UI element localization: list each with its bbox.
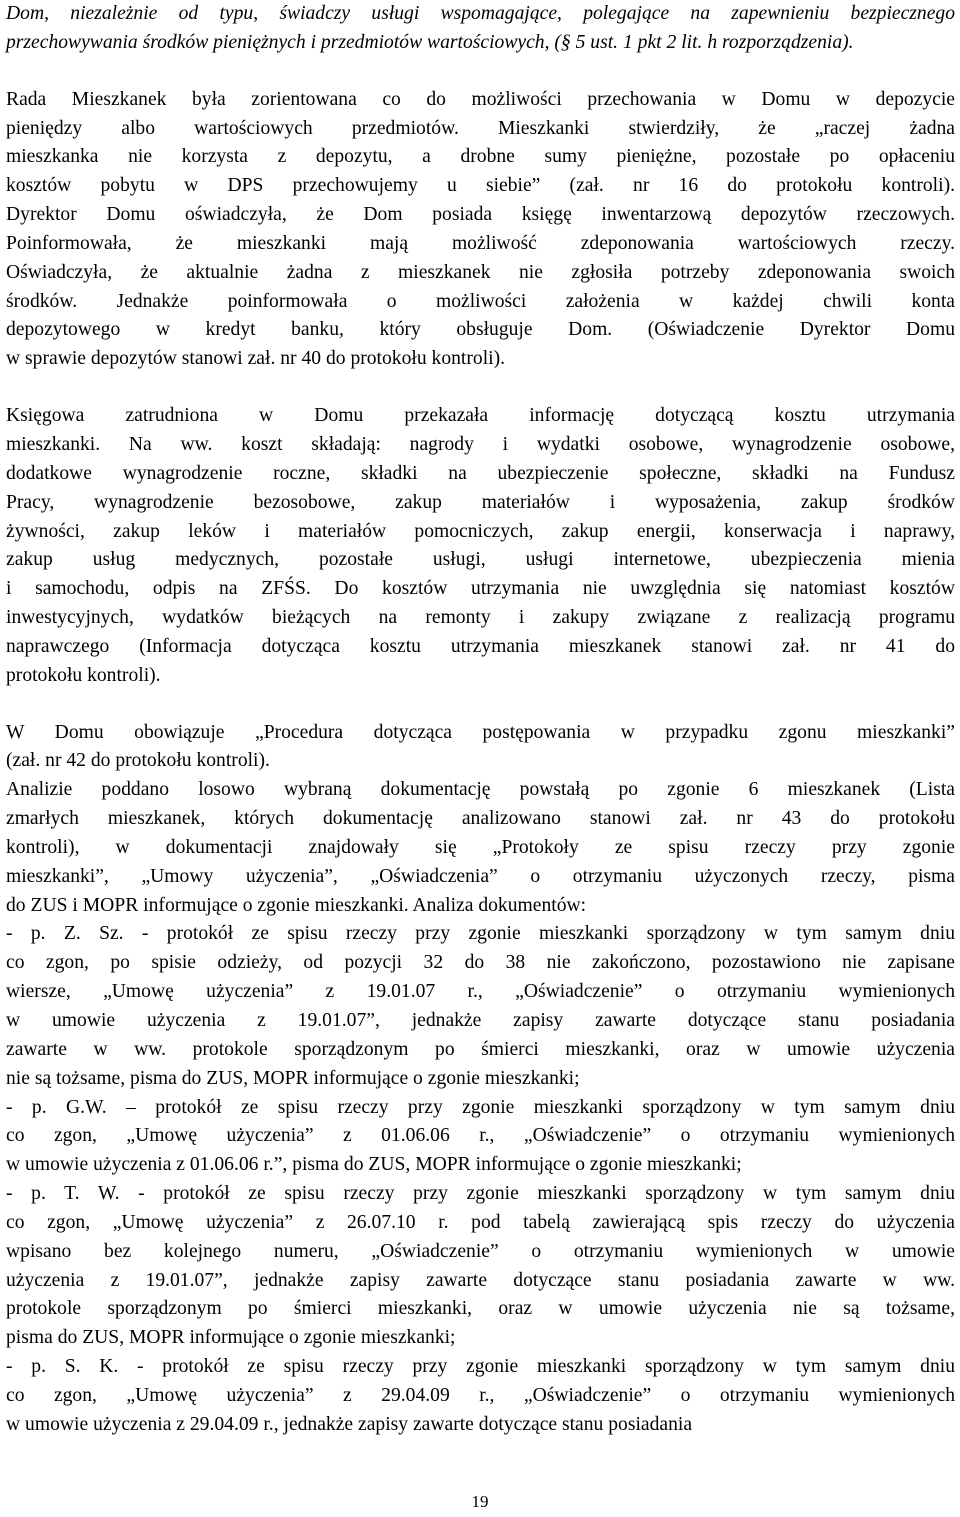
text-line: depozytowego w kredyt banku, który obsługuje Dom. (Oświadczenie Dyrektor Domu [6,319,955,341]
text-line: dodatkowe wynagrodzenie roczne, składki na ubezpieczenie społeczne, składki na Fundusz [6,462,955,484]
text-line: w umowie użyczenia z 19.01.07”, jednakże zapisy zawarte dotyczące stanu posiadania [6,1010,955,1031]
text-line: - p. T. W. - protokół ze spisu rzeczy przy zgonie mieszkanki sporządzony w tym samym dniu [6,1183,955,1205]
text-line: - p. S. K. - protokół ze spisu rzeczy przy zgonie mieszkanki sporządzony w tym samym dniu [6,1356,955,1378]
document-page [6,0,955,1440]
text-line: protokole sporządzonym po śmierci mieszkanki, oraz w umowie użyczenia nie są tożsame, [6,1298,955,1320]
text-line: Dyrektor Domu oświadczyła, że Dom posiada księgę inwentarzową depozytów rzeczowych. [6,204,955,226]
paragraph-item-sk [6,1353,955,1440]
text-line: wpisano bez kolejnego numeru, „Oświadczenie” o otrzymaniu wymienionych w umowie [6,1240,955,1262]
text-line: Analizie poddano losowo wybraną dokumentację powstałą po zgonie 6 mieszkanek (Lista [6,779,955,801]
text-line: co zgon, „Umowę użyczenia” z 26.07.10 r. pod tabelą zawierającą spis rzeczy do użyczenia [6,1211,955,1233]
page-number: 19 [471,1492,489,1511]
text-line: Poinformowała, że mieszkanki mają możliwość zdeponowania wartościowych rzeczy. [6,232,955,254]
text-line: co zgon, „Umowę użyczenia” z 29.04.09 r., „Oświadczenie” o otrzymaniu wymienionych [6,1384,955,1406]
text-line: Rada Mieszkanek była zorientowana co do możliwości przechowania w Domu w depozycie [6,88,955,110]
text-line: w umowie użyczenia z 29.04.09 r., jednakże zapisy zawarte dotyczące stanu posiadania [6,1413,693,1435]
text-line: protokołu kontroli). [6,664,161,686]
text-line: użyczenia z 19.01.07”, jednakże zapisy zawarte dotyczące stanu posiadania zawarte w ww. [6,1269,955,1291]
text-line: zakup usług medycznych, pozostałe usługi, usługi internetowe, ubezpieczenia mienia [6,549,955,571]
text-line: (zał. nr 42 do protokołu kontroli). [6,750,270,772]
text-line: naprawczego (Informacja dotycząca kosztu utrzymania mieszkanek stanowi zał. nr 41 do [6,635,955,657]
text-line: kontroli), w dokumentacji znajdowały się „Protokoły ze spisu rzeczy przy zgonie [6,836,955,858]
paragraph-gap [6,374,955,402]
text-line: co zgon, „Umowę użyczenia” z 01.06.06 r., „Oświadczenie” o otrzymaniu wymienionych [6,1125,955,1147]
paragraph-analysis [6,776,955,920]
text-line: mieszkanki. Na ww. koszt składają: nagrody i wydatki osobowe, wynagrodzenie osobowe, [6,433,955,455]
paragraph-intro-italic [6,0,955,58]
text-line: co zgon, po spisie odzieży, od pozycji 32 do 38 nie zakończono, pozostawiono nie zapisane [6,952,955,974]
text-line: zmarłych mieszkanek, których dokumentację analizowano stanowi zał. nr 43 do protokołu [6,808,955,830]
text-line: i samochodu, odpis na ZFŚS. Do kosztów utrzymania nie uwzględnia się natomiast kosztów [6,578,955,600]
paragraph-deposit [6,86,955,374]
text-line: inwestycyjnych, wydatków bieżących na remonty i zakupy związane z realizacją programu [6,607,955,629]
text-line: nie są tożsame, pisma do ZUS, MOPR informujące o zgonie mieszkanki; [6,1067,580,1089]
paragraph-gap [6,58,955,86]
text-line: w umowie użyczenia z 01.06.06 r.”, pisma do ZUS, MOPR informujące o zgonie mieszkanki; [6,1154,742,1176]
text-line: wiersze, „Umowę użyczenia” z 19.01.07 r., „Oświadczenie” o otrzymaniu wymienionych [6,981,955,1003]
text-line: mieszkanki”, „Umowy użyczenia”, „Oświadczenia” o otrzymaniu użyczonych rzeczy, pisma [6,865,955,887]
text-line: w sprawie depozytów stanowi zał. nr 40 do protokołu kontroli). [6,348,505,370]
text-line: kosztów pobytu w DPS przechowujemy u siebie” (zał. nr 16 do protokołu kontroli). [6,175,955,197]
text-line: pisma do ZUS, MOPR informujące o zgonie mieszkanki; [6,1327,456,1349]
paragraph-procedure [6,719,955,777]
paragraph-costs [6,402,955,690]
text-line: Księgowa zatrudniona w Domu przekazała informację dotyczącą kosztu utrzymania [6,405,955,427]
text-line: mieszkanka nie korzysta z depozytu, a drobne sumy pieniężne, pozostałe po opłaceniu [6,146,955,168]
text-line: przechowywania środków pieniężnych i przedmiotów wartościowych, (§ 5 ust. 1 pkt 2 lit. h rozporządzenia). [6,31,854,53]
text-line: Oświadczyła, że aktualnie żadna z mieszkanek nie zgłosiła potrzeby zdeponowania swoich [6,261,955,283]
text-line: Dom, niezależnie od typu, świadczy usługi wspomagające, polegające na zapewnieniu bezpiecznego [6,3,955,24]
text-line: pieniędzy albo wartościowych przedmiotów. Mieszkanki stwierdziły, że „raczej żadna [6,117,955,139]
paragraph-item-tw [6,1180,955,1353]
paragraph-item-zsz [6,920,955,1093]
text-line: W Domu obowiązuje „Procedura dotycząca postępowania w przypadku zgonu mieszkanki” [6,721,955,743]
text-line: do ZUS i MOPR informujące o zgonie mieszkanki. Analiza dokumentów: [6,894,587,916]
text-line: żywności, zakup leków i materiałów pomocniczych, zakup energii, konserwacja i naprawy, [6,520,955,542]
text-line: środków. Jednakże poinformowała o możliwości założenia w każdej chwili konta [6,290,955,312]
text-line: zawarte w ww. protokole sporządzonym po śmierci mieszkanki, oraz w umowie użyczenia [6,1038,955,1060]
text-line: - p. Z. Sz. - protokół ze spisu rzeczy przy zgonie mieszkanki sporządzony w tym samym dniu [6,923,955,945]
text-line: - p. G.W. – protokół ze spisu rzeczy przy zgonie mieszkanki sporządzony w tym samym dniu [6,1096,955,1118]
paragraph-item-gw [6,1094,955,1181]
paragraph-gap [6,691,955,719]
text-line: Pracy, wynagrodzenie bezosobowe, zakup materiałów i wyposażenia, zakup środków [6,491,955,513]
